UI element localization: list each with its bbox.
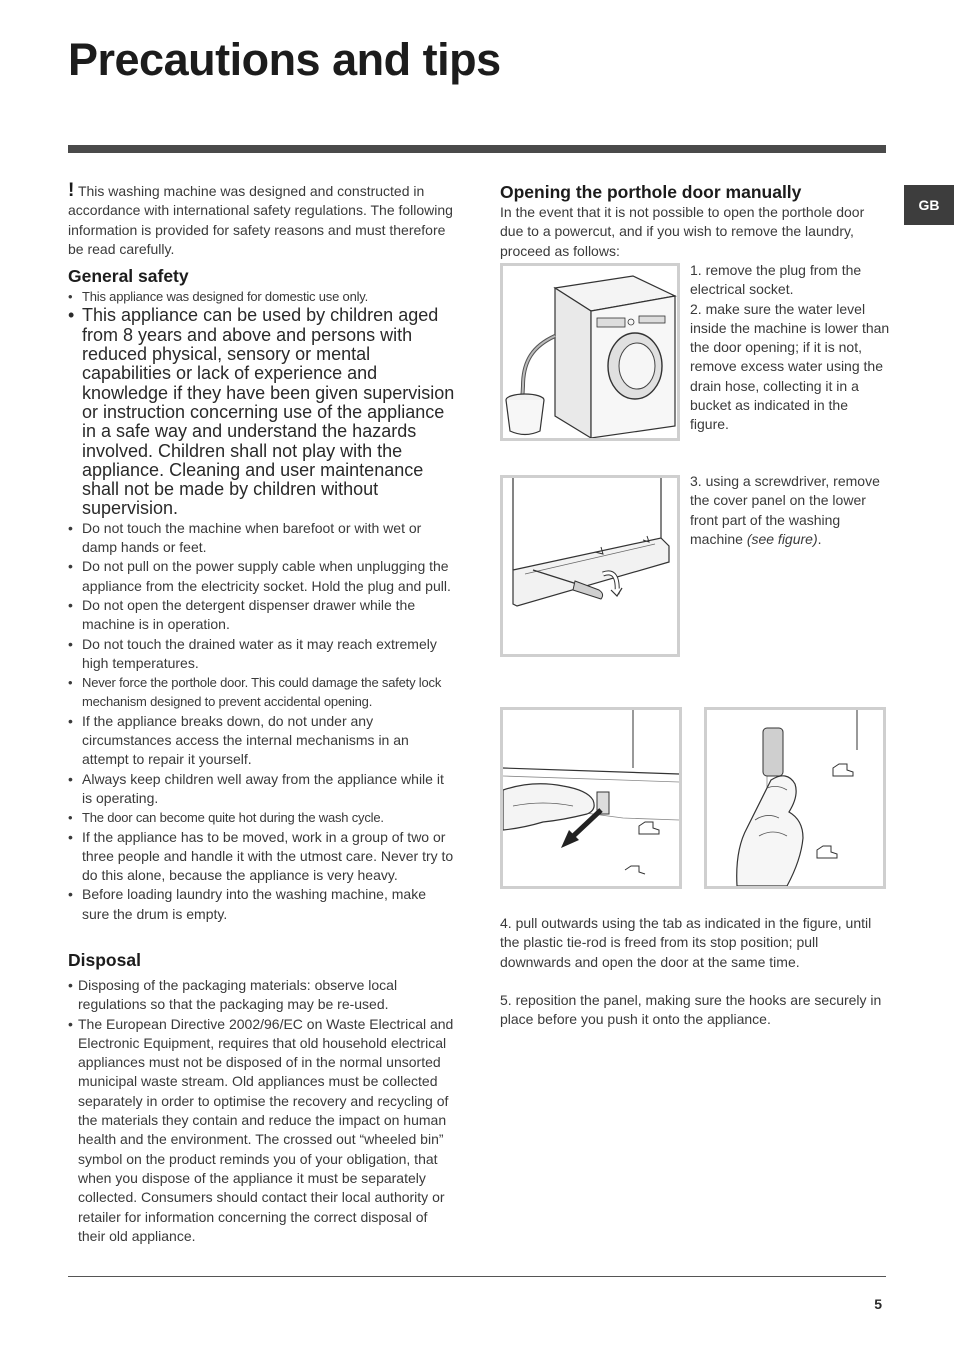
left-column	[68, 181, 456, 1246]
steps-1-2-text	[690, 261, 890, 435]
step-2: 2. make sure the water level inside the machine is lower than the door opening; if it is not, remove excess water using the drain hose, collecting it in a bucket as indicated in the figure.	[690, 300, 890, 433]
figure-drain-hose	[500, 263, 680, 441]
list-item: • This appliance was designed for domestic use only.	[68, 287, 456, 306]
right-column	[500, 181, 888, 261]
step-1: 1. remove the plug from the electrical socket.	[690, 262, 862, 298]
list-item: • Before loading laundry into the washing machine, make sure the drum is empty.	[68, 885, 456, 924]
general-safety-heading: General safety	[68, 266, 189, 287]
title-rule	[68, 145, 886, 153]
language-tab: GB	[904, 185, 954, 225]
figure-pull-tab	[500, 707, 682, 889]
list-item: • Never force the porthole door. This could damage the safety lock mechanism designed to prevent accidental opening.	[68, 673, 456, 712]
disposal-heading: Disposal	[68, 949, 141, 970]
list-item: • Do not open the detergent dispenser drawer while the machine is in operation.	[68, 596, 456, 635]
intro-paragraph	[68, 181, 456, 259]
hand-pull-tab-illustration	[503, 710, 679, 886]
list-item: • This appliance can be used by children aged from 8 years and above and persons with reduced physical, sensory or mental capabilities or lack of experience and knowledge if they have been given supervision or instruction concerning use of the appliance in a safe way and understand the hazards involved. Children shall not play with the appliance. Cleaning and user maintenance shall not be made by children without supervision.	[68, 306, 456, 518]
footer-rule	[68, 1276, 886, 1277]
washing-machine-drain-illustration	[503, 266, 677, 438]
step-4: 4. pull outwards using the tab as indicated in the figure, until the plastic tie-rod is freed from its stop position; pull downwards and open the door at the same time.	[500, 915, 872, 970]
figure-hand-tab	[704, 707, 886, 889]
porthole-intro: In the event that it is not possible to open the porthole door due to a powercut, and if you wish to remove the laundry, proceed as follows:	[500, 204, 865, 259]
warning-mark: !	[68, 180, 75, 201]
step-5: 5. reposition the panel, making sure the hooks are securely in place before you push it onto the appliance.	[500, 991, 882, 1028]
hand-holding-tab-illustration	[707, 710, 883, 886]
list-item: • The door can become quite hot during the wash cycle.	[68, 808, 456, 827]
porthole-heading: Opening the porthole door manually	[500, 182, 802, 202]
list-item: • If the appliance has to be moved, work in a group of two or three people and handle it with the utmost care. Never try to do this alone, because the appliance is very heavy.	[68, 828, 456, 886]
intro-text: This washing machine was designed and constructed in accordance with international safety regulations. The following information is provided for safety reasons and must therefore be read carefully.	[68, 183, 453, 257]
step-3-text	[690, 472, 886, 549]
list-item: • Do not touch the drained water as it may reach extremely high temperatures.	[68, 635, 456, 674]
step-3: 3. using a screwdriver, remove the cover panel on the lower front part of the washing machine (see figure).	[690, 473, 880, 547]
list-item: • Always keep children well away from the appliance while it is operating.	[68, 770, 456, 809]
steps-4-5-text	[500, 914, 890, 1029]
page-title: Precautions and tips	[68, 34, 501, 85]
page-number: 5	[874, 1296, 882, 1312]
screwdriver-panel-illustration	[503, 478, 677, 654]
list-item: • The European Directive 2002/96/EC on Waste Electrical and Electronic Equipment, requires that old household electrical appliances must not be disposed of in the normal unsorted municipal waste stream. Old appliances must be collected separately in order to optimise the recovery and recycling of the materials they contain and reduce the impact on human health and the environment. The crossed out “wheeled bin” symbol on the product reminds you of your obligation, that when you dispose of the appliance it must be separately collected. Consumers should contact their local authority or retailer for information concerning the correct disposal of their old appliance.	[68, 1015, 456, 1247]
list-item: • Do not touch the machine when barefoot or with wet or damp hands or feet.	[68, 519, 456, 558]
general-safety-list	[68, 287, 456, 924]
list-item: • Disposing of the packaging materials: observe local regulations so that the packaging may be re-used.	[68, 976, 456, 1015]
figure-screwdriver	[500, 475, 680, 657]
list-item: • Do not pull on the power supply cable when unplugging the appliance from the electricity socket. Hold the plug and pull.	[68, 557, 456, 596]
disposal-list	[68, 976, 456, 1246]
list-item: • If the appliance breaks down, do not under any circumstances access the internal mechanisms in an attempt to repair it yourself.	[68, 712, 456, 770]
